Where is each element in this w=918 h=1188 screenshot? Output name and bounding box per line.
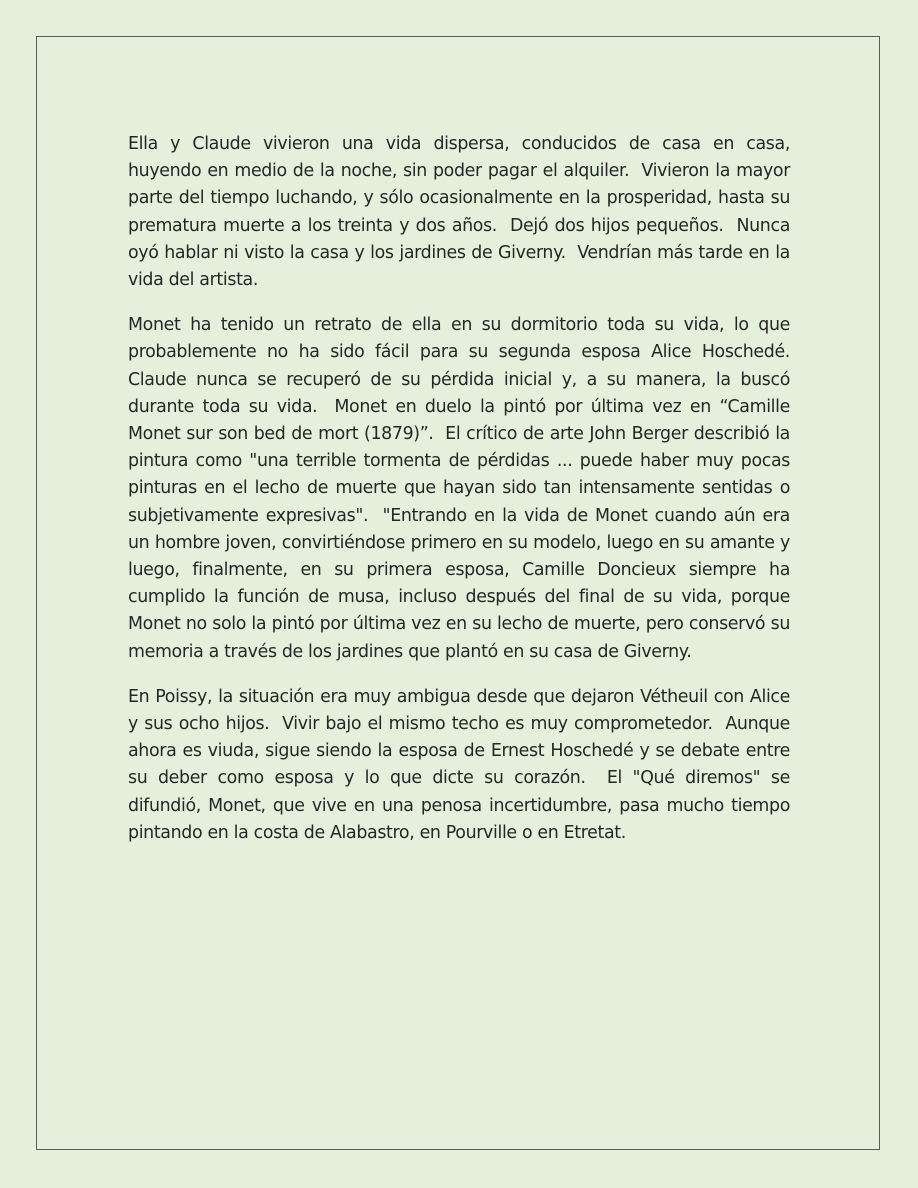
paragraph-3: En Poissy, la situación era muy ambigua desde que dejaron Vétheuil con Alice y sus ocho hijos. Vivir bajo el mismo techo es muy comprometedor. Aunque ahora es viuda, sigue siendo la esposa de Ernest Hoschedé y se debate entre su deber como esposa y lo que dicte su corazón. El "Qué diremos" se difundió, Monet, que vive en una penosa incertidumbre, pasa mucho tiempo pintando en la costa de Alabastro, en Pourville o en Etretat. <box>128 686 796 843</box>
paragraph-1: Ella y Claude vivieron una vida dispersa, conducidos de casa en casa, huyendo en medio de la noche, sin poder pagar el alquiler. Vivieron la mayor parte del tiempo luchando, y sólo ocasionalmente en la prosperidad, hasta su prematura muerte a los treinta y dos años. Dejó dos hijos pequeños. Nunca oyó hablar ni visto la casa y los jardines de Giverny. Vendrían más tarde en la vida del artista. <box>128 134 796 291</box>
document-body <box>128 131 801 847</box>
paragraph-2: Monet ha tenido un retrato de ella en su dormitorio toda su vida, lo que probablemente no ha sido fácil para su segunda esposa Alice Hoschedé. Claude nunca se recuperó de su pérdida inicial y, a su manera, la buscó durante toda su vida. Monet en duelo la pintó por última vez en “Camille Monet sur son bed de mort (1879)”. El crítico de arte John Berger describió la pintura como "una terrible tormenta de pérdidas ... puede haber muy pocas pinturas en el lecho de muerte que hayan sido tan intensamente sentidas o subjetivamente expresivas". "Entrando en la vida de Monet cuando aún era un hombre joven, convirtiéndose primero en su modelo, luego en su amante y luego, finalmente, en su primera esposa, Camille Doncieux siempre ha cumplido la función de musa, incluso después del final de su vida, porque Monet no solo la pintó por última vez en su lecho de muerte, pero conservó su memoria a través de los jardines que plantó en su casa de Giverny. <box>128 315 801 662</box>
